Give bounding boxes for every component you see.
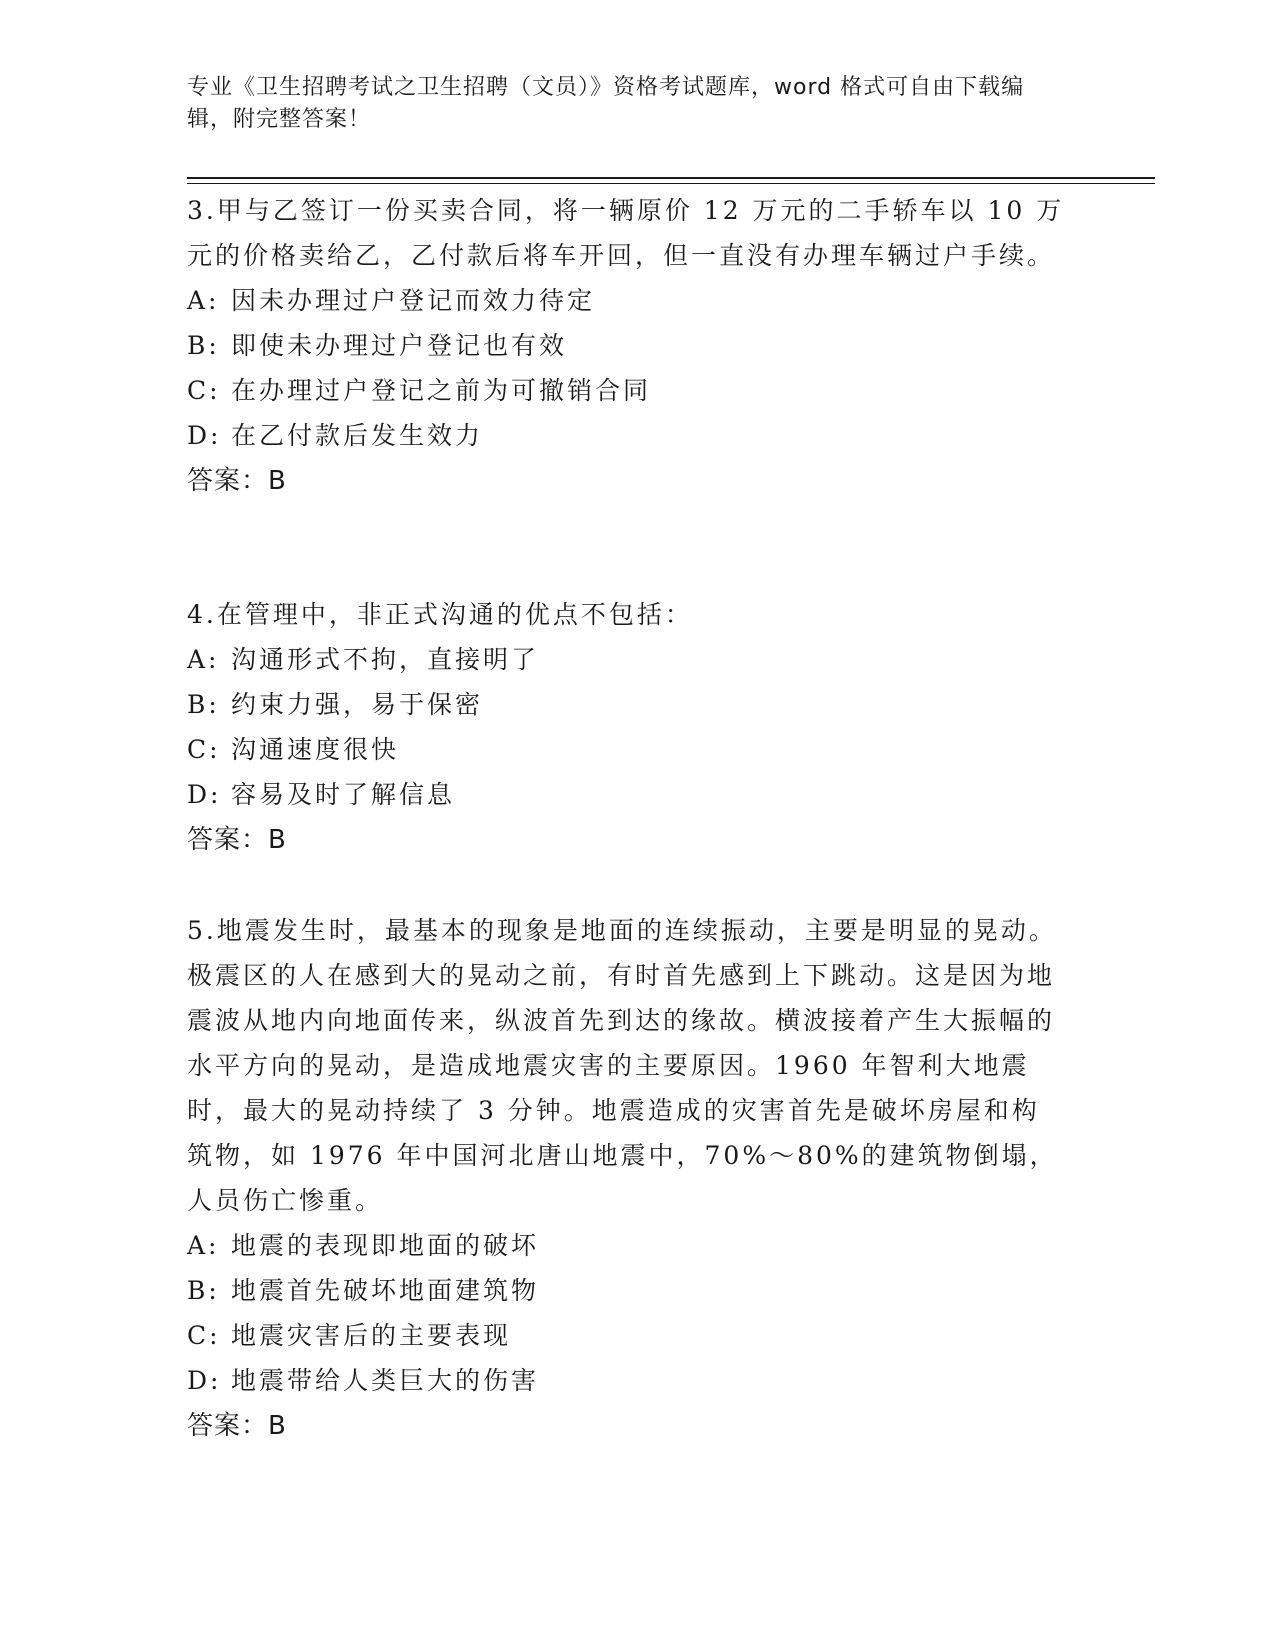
option-b [187,323,1067,368]
option-d [187,413,1067,458]
option-text: 约束力强，易于保密 [231,690,484,719]
option-text: 因未办理过户登记而效力待定 [231,286,596,315]
option-key: D: [187,1366,222,1395]
question-stem: 3.甲与乙签订一份买卖合同，将一辆原价 12 万元的二手轿车以 10 万元的价格卖给乙，乙付款后将车开回，但一直没有办理车辆过户手续。 [187,196,1065,270]
option-key: C: [187,735,221,764]
option-c [187,1313,1067,1358]
option-text: 地震的表现即地面的破坏 [231,1231,540,1260]
option-key: A: [187,286,220,315]
header-rule-thick [187,177,1155,179]
option-key: B: [187,690,220,719]
option-text: 沟通速度很快 [231,735,400,764]
option-b [187,1268,1067,1313]
option-text: 即使未办理过户登记也有效 [231,331,568,360]
option-b [187,682,1067,727]
option-key: D: [187,421,222,450]
document-header: 专业《卫生招聘考试之卫生招聘（文员）》资格考试题库，word 格式可自由下载编辑，附完整答案！ [187,75,1025,132]
option-text: 在乙付款后发生效力 [231,421,484,450]
option-text: 地震灾害后的主要表现 [231,1321,512,1350]
question-4 [187,592,1067,863]
option-key: B: [187,1276,220,1305]
question-5 [187,908,1067,1449]
option-a [187,1223,1067,1268]
question-stem: 5.地震发生时，最基本的现象是地面的连续振动，主要是明显的晃动。极震区的人在感到大的晃动之前，有时首先感到上下跳动。这是因为地震波从地内向地面传来，纵波首先到达的缘故。横波接着产生大振幅的水平方向的晃动，是造成地震灾害的主要原因。1960 年智利大地震时，最大的晃动持续了 3 分钟。地震造成的灾害首先是破坏房屋和构筑物，如 1976 年中国河北唐山地震中，70%～80%的建筑物倒塌，人员伤亡惨重。 [187,916,1058,1215]
option-key: C: [187,1321,221,1350]
option-key: B: [187,331,220,360]
option-text: 容易及时了解信息 [231,780,456,809]
option-text: 沟通形式不拘，直接明了 [231,645,540,674]
option-c [187,727,1067,772]
option-text: 地震首先破坏地面建筑物 [231,1276,540,1305]
option-key: D: [187,780,222,809]
option-key: A: [187,1231,220,1260]
question-3 [187,188,1067,504]
option-text: 在办理过户登记之前为可撤销合同 [231,376,652,405]
header-rule-thin [187,183,1155,184]
option-key: C: [187,376,221,405]
option-text: 地震带给人类巨大的伤害 [231,1366,540,1395]
option-key: A: [187,645,220,674]
option-a [187,637,1067,682]
answer-line: 答案：B [187,1411,287,1441]
question-stem: 4.在管理中，非正式沟通的优点不包括： [187,600,693,629]
option-c [187,368,1067,413]
option-d [187,1358,1067,1403]
answer-line: 答案：B [187,825,287,855]
option-a [187,278,1067,323]
answer-line: 答案：B [187,466,287,496]
option-d [187,772,1067,817]
